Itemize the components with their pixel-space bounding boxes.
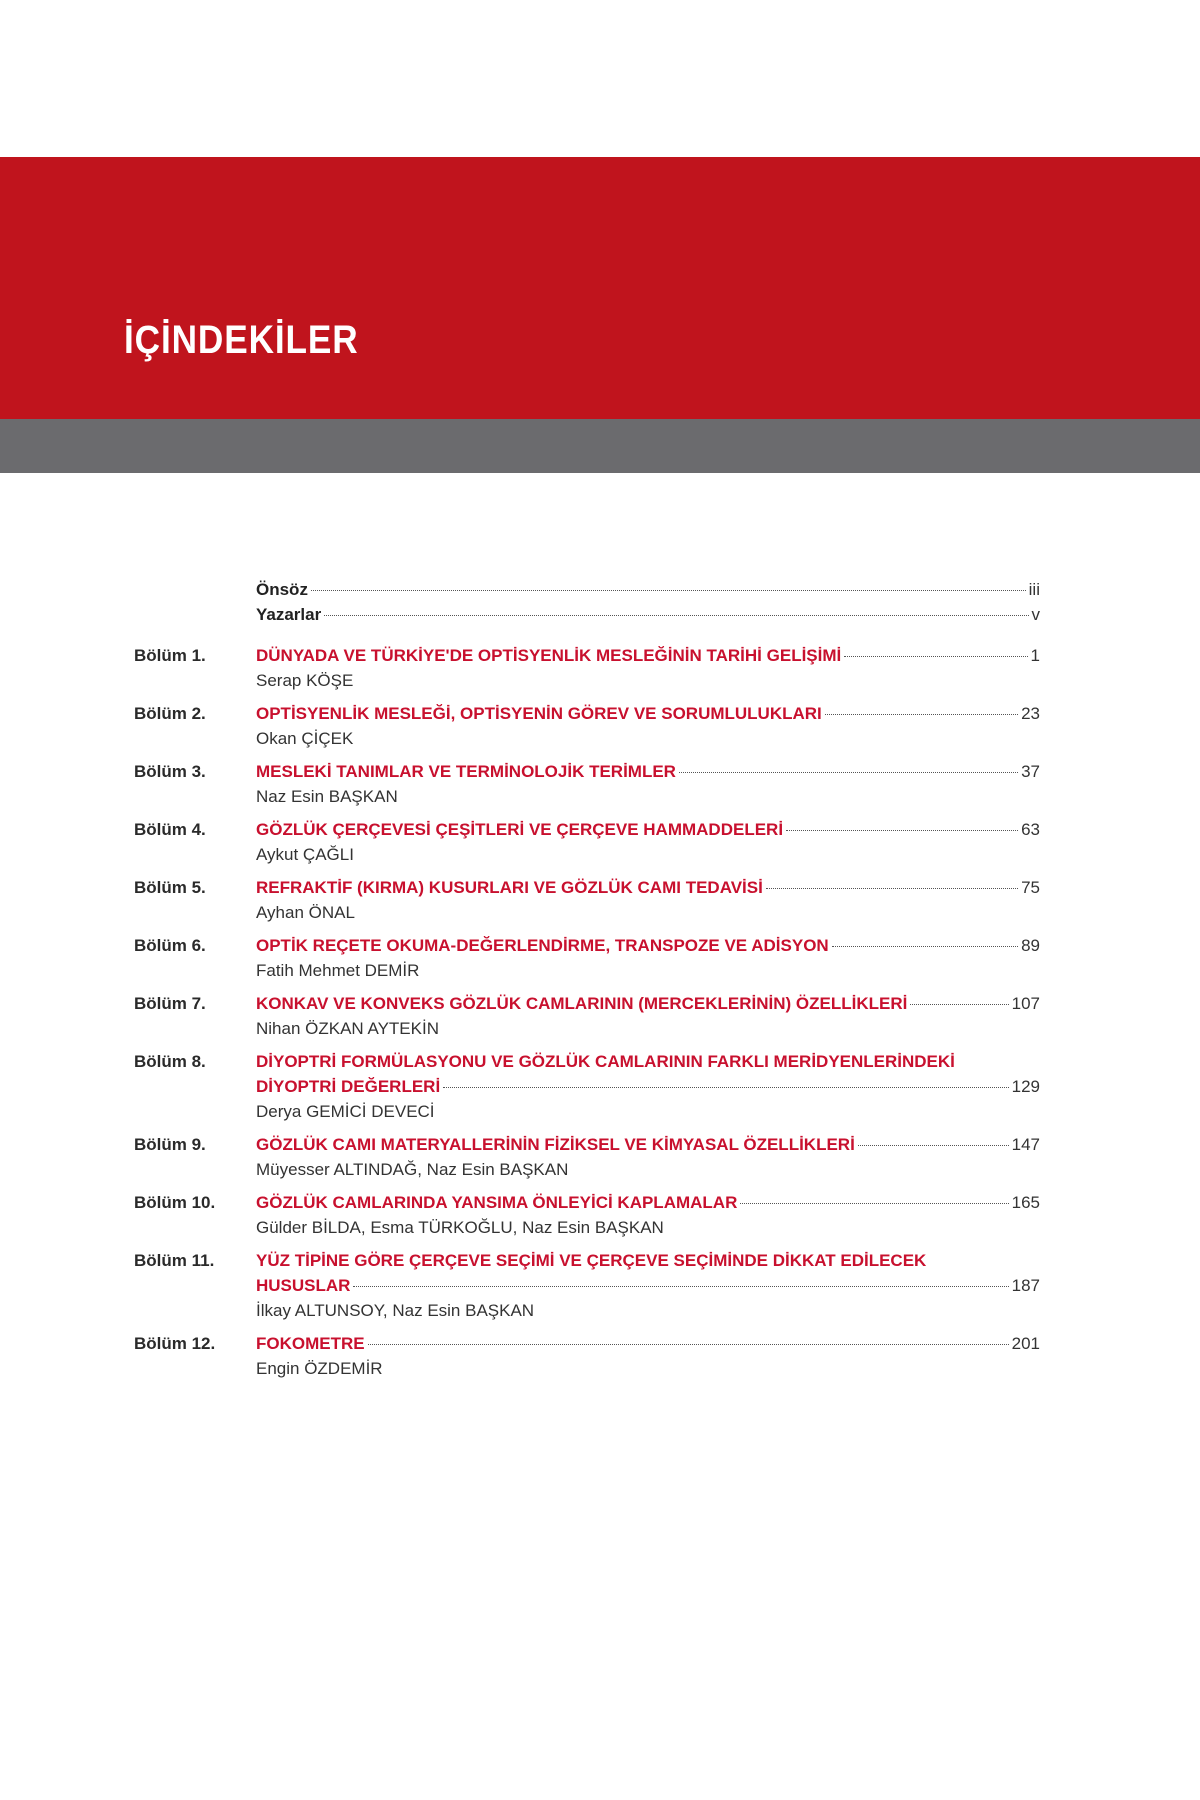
front-matter-label: Yazarlar [256,605,322,624]
page-number: 1 [1030,646,1040,665]
chapter-title-line [256,701,1040,726]
chapter-entry[interactable] [256,1190,1040,1240]
chapter-authors: Müyesser ALTINDAĞ, Naz Esin BAŞKAN [256,1160,569,1179]
dot-leader [353,1286,1008,1287]
page-number: 89 [1021,936,1040,955]
chapter-entry[interactable] [256,759,1040,809]
page-number: 107 [1011,994,1040,1013]
chapter-title-line [256,1132,1040,1157]
chapter-number: Bölüm 10. [134,1193,216,1212]
chapter-entry[interactable] [256,1331,1040,1381]
page-number: 147 [1011,1135,1040,1154]
page-number: 129 [1011,1077,1040,1096]
chapter-entry[interactable] [256,991,1040,1041]
dot-leader [844,656,1027,657]
chapter-authors: İlkay ALTUNSOY, Naz Esin BAŞKAN [256,1301,535,1320]
chapter-title: OPTİK REÇETE OKUMA-DEĞERLENDİRME, TRANSPOZE VE ADİSYON [256,936,829,955]
chapter-title: MESLEKİ TANIMLAR VE TERMİNOLOJİK TERİMLER [256,762,676,781]
chapter-title-line [256,1190,1040,1215]
dot-leader [766,888,1018,889]
chapter-entry[interactable] [256,1132,1040,1182]
chapter-authors: Serap KÖŞE [256,671,354,690]
page-number: 165 [1011,1193,1040,1212]
page-number: 37 [1021,762,1040,781]
chapter-number: Bölüm 6. [134,936,206,955]
chapter-authors: Derya GEMİCİ DEVECİ [256,1102,435,1121]
chapter-number: Bölüm 5. [134,878,206,897]
page-number: iii [1028,580,1040,599]
chapter-entry[interactable] [256,701,1040,751]
chapter-title-line [256,1074,1040,1099]
front-matter-label: Önsöz [256,580,308,599]
chapter-title: YÜZ TİPİNE GÖRE ÇERÇEVE SEÇİMİ VE ÇERÇEVE SEÇİMİNDE DİKKAT EDİLECEK [256,1251,927,1270]
chapter-entry[interactable] [256,1248,1040,1323]
chapter-entry[interactable] [256,875,1040,925]
page-number: 75 [1021,878,1040,897]
chapter-number: Bölüm 4. [134,820,206,839]
chapter-title: DÜNYADA VE TÜRKİYE'DE OPTİSYENLİK MESLEĞİNİN TARİHİ GELİŞİMİ [256,646,842,665]
chapter-title: OPTİSYENLİK MESLEĞİ, OPTİSYENİN GÖREV VE SORUMLULUKLARI [256,704,822,723]
chapter-title-line [256,1331,1040,1356]
page-title: İÇİNDEKİLER [124,318,359,362]
chapter-number: Bölüm 9. [134,1135,206,1154]
chapter-entry[interactable] [256,643,1040,693]
chapter-title: KONKAV VE KONVEKS GÖZLÜK CAMLARININ (MERCEKLERİNİN) ÖZELLİKLERİ [256,994,908,1013]
dot-leader [825,714,1018,715]
dot-leader [832,946,1018,947]
dot-leader [324,615,1028,616]
dot-leader [858,1145,1009,1146]
chapter-title-line [256,1248,1040,1273]
dot-leader [786,830,1018,831]
chapter-authors: Gülder BİLDA, Esma TÜRKOĞLU, Naz Esin BAŞKAN [256,1218,664,1237]
chapter-title: GÖZLÜK CAMLARINDA YANSIMA ÖNLEYİCİ KAPLAMALAR [256,1193,738,1212]
chapter-title: HUSUSLAR [256,1276,351,1295]
chapter-number: Bölüm 12. [134,1334,216,1353]
chapter-authors: Aykut ÇAĞLI [256,845,354,864]
chapter-number: Bölüm 8. [134,1052,206,1071]
chapter-authors: Ayhan ÖNAL [256,903,355,922]
chapter-title: REFRAKTİF (KIRMA) KUSURLARI VE GÖZLÜK CAMI TEDAVİSİ [256,878,763,897]
chapter-title-line [256,1273,1040,1298]
chapter-authors: Naz Esin BAŞKAN [256,787,398,806]
page-number: 63 [1021,820,1040,839]
front-matter-entry[interactable] [256,580,1040,600]
chapter-title-line [256,933,1040,958]
chapter-title-line [256,759,1040,784]
chapter-entry[interactable] [256,1049,1040,1124]
chapter-authors: Fatih Mehmet DEMİR [256,961,420,980]
chapter-entry[interactable] [256,817,1040,867]
chapter-title-line [256,875,1040,900]
chapter-title-line [256,817,1040,842]
chapter-title-line [256,643,1040,668]
dot-leader [311,590,1026,591]
chapter-authors: Okan ÇİÇEK [256,729,354,748]
chapter-number: Bölüm 1. [134,646,206,665]
chapter-title: DİYOPTRİ FORMÜLASYONU VE GÖZLÜK CAMLARININ FARKLI MERİDYENLERİNDEKİ [256,1052,955,1071]
chapter-entry[interactable] [256,933,1040,983]
dot-leader [910,1004,1008,1005]
page-number: 23 [1021,704,1040,723]
dot-leader [443,1087,1008,1088]
chapter-number: Bölüm 11. [134,1251,215,1270]
dot-leader [679,772,1018,773]
chapter-title-line [256,991,1040,1016]
dot-leader [740,1203,1008,1204]
chapter-authors: Engin ÖZDEMİR [256,1359,383,1378]
dot-leader [368,1344,1009,1345]
chapter-authors: Nihan ÖZKAN AYTEKİN [256,1019,439,1038]
page-number: 187 [1011,1276,1040,1295]
chapter-number: Bölüm 7. [134,994,206,1013]
chapter-title-line [256,1049,1040,1074]
chapter-title: FOKOMETRE [256,1334,365,1353]
chapter-number: Bölüm 2. [134,704,206,723]
front-matter-entry[interactable] [256,605,1040,625]
chapter-title: GÖZLÜK CAMI MATERYALLERİNİN FİZİKSEL VE KİMYASAL ÖZELLİKLERİ [256,1135,855,1154]
chapter-title: GÖZLÜK ÇERÇEVESİ ÇEŞİTLERİ VE ÇERÇEVE HAMMADDELERİ [256,820,784,839]
page-number: v [1031,605,1040,624]
chapter-title: DİYOPTRİ DEĞERLERİ [256,1077,441,1096]
page-number: 201 [1011,1334,1040,1353]
chapter-number: Bölüm 3. [134,762,206,781]
